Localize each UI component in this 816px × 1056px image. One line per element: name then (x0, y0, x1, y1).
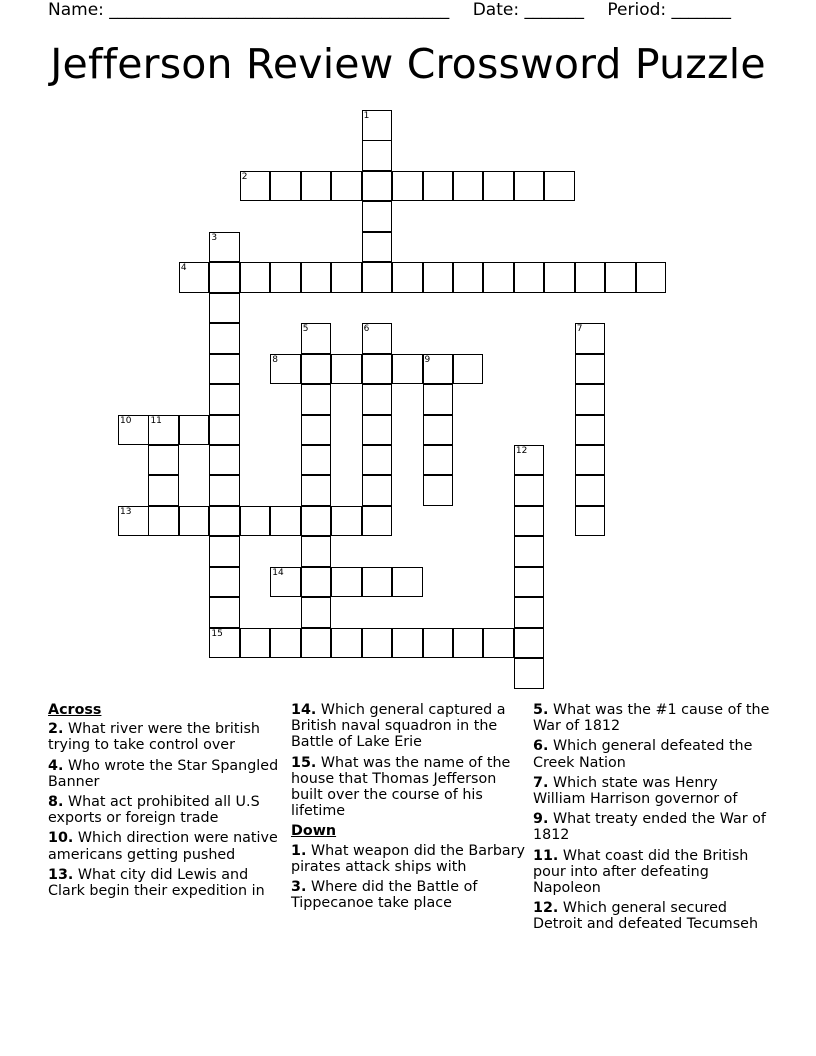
crossword-cell[interactable] (575, 354, 606, 385)
name-field-label: Name: ________________________________________ (48, 0, 450, 20)
clue-down-9: 9. What treaty ended the War of 1812 (533, 811, 766, 844)
crossword-cell[interactable] (331, 354, 362, 385)
clue-number: 8 (272, 354, 278, 365)
crossword-cell[interactable] (423, 171, 454, 202)
clue-number: 5 (302, 324, 309, 335)
crossword-cell[interactable] (575, 262, 606, 293)
crossword-cell[interactable] (362, 445, 393, 476)
crossword-cell[interactable] (392, 354, 423, 385)
clue-number: 6 (363, 324, 370, 335)
clue-across-14: 14. Which general captured a British naval squadron in the Battle of Lake Erie (291, 702, 506, 751)
clue-down-6: 6. Which general defeated the Creek Nation (533, 738, 753, 771)
clue-number: 13 (120, 506, 132, 517)
clue-across-10: 10. Which direction were native americans getting pushed (48, 830, 278, 863)
crossword-cell[interactable] (636, 262, 667, 293)
crossword-cell[interactable] (423, 415, 454, 446)
clue-down-11: 11. What coast did the British pour into after defeating Napoleon (533, 847, 749, 897)
clue-down-3: 3. Where did the Battle of Tippecanoe take place (291, 879, 478, 912)
crossword-cell[interactable] (362, 232, 393, 263)
crossword-cell[interactable] (270, 628, 301, 659)
clue-number: 9 (424, 354, 431, 365)
crossword-cell[interactable] (301, 475, 332, 506)
crossword-cell[interactable] (301, 567, 332, 598)
crossword-cell[interactable] (392, 628, 423, 659)
clue-down-7: 7. Which state was Henry William Harrison governor of (533, 774, 738, 808)
crossword-cell[interactable] (575, 475, 606, 506)
crossword-cell[interactable] (301, 445, 332, 476)
crossword-cell[interactable] (423, 262, 454, 293)
crossword-cell[interactable] (514, 475, 545, 506)
crossword-cell[interactable] (362, 628, 393, 659)
clue-down-5: 5. What was the #1 cause of the War of 1812 (533, 702, 770, 735)
clue-number: 11 (150, 415, 162, 426)
crossword-cell[interactable] (544, 262, 575, 293)
crossword-cell[interactable] (514, 171, 545, 202)
clue-number: 3 (211, 232, 218, 243)
crossword-cell[interactable] (209, 536, 240, 567)
clue-number: 14 (272, 567, 284, 578)
across-heading: Across (48, 702, 102, 718)
clue-number: 4 (180, 263, 187, 274)
crossword-cell[interactable] (240, 506, 271, 537)
clue-number: 12 (515, 445, 528, 456)
crossword-cell[interactable] (209, 475, 240, 506)
crossword-cell[interactable] (301, 628, 332, 659)
crossword-cell[interactable] (362, 567, 393, 598)
crossword-cell[interactable] (483, 262, 514, 293)
clue-down-1: 1. What weapon did the Barbary pirates attack ships with (291, 842, 526, 875)
crossword-cell[interactable] (514, 658, 545, 689)
crossword-cell[interactable] (392, 567, 423, 598)
crossword-cell[interactable] (331, 628, 362, 659)
crossword-cell[interactable] (362, 140, 393, 171)
crossword-cell[interactable] (209, 293, 240, 324)
crossword-cell[interactable] (575, 445, 606, 476)
crossword-cell[interactable] (575, 415, 606, 446)
crossword-cell[interactable] (514, 628, 545, 659)
period-field-label: Period: _______ (607, 0, 732, 20)
clue-across-13: 13. What city did Lewis and Clark begin their expedition in (48, 866, 265, 900)
crossword-cell[interactable] (331, 567, 362, 598)
crossword-cell[interactable] (362, 506, 393, 537)
crossword-cell[interactable] (209, 597, 240, 628)
crossword-cell[interactable] (453, 262, 484, 293)
crossword-cell[interactable] (331, 506, 362, 537)
crossword-cell[interactable] (179, 415, 210, 446)
crossword-cell[interactable] (514, 506, 545, 537)
crossword-cell[interactable] (423, 445, 454, 476)
crossword-cell[interactable] (240, 262, 271, 293)
crossword-cell[interactable] (301, 262, 332, 293)
crossword-cell[interactable] (179, 506, 210, 537)
date-field-label: Date: _______ (472, 0, 584, 20)
down-heading: Down (291, 823, 337, 840)
clue-across-2: 2. What river were the british trying to take control over (48, 721, 260, 754)
clue-across-8: 8. What act prohibited all U.S exports or foreign trade (48, 794, 260, 827)
crossword-cell[interactable] (514, 262, 545, 293)
crossword-cell[interactable] (362, 415, 393, 446)
crossword-cell[interactable] (270, 171, 301, 202)
page-title: Jefferson Review Crossword Puzzle (50, 40, 766, 88)
crossword-cell[interactable] (301, 597, 332, 628)
clue-number: 15 (211, 628, 223, 639)
crossword-cell[interactable] (544, 171, 575, 202)
crossword-cell[interactable] (331, 171, 362, 202)
crossword-cell[interactable] (423, 475, 454, 506)
crossword-cell[interactable] (331, 262, 362, 293)
crossword-cell[interactable] (148, 475, 179, 506)
crossword-cell[interactable] (483, 171, 514, 202)
crossword-cell[interactable] (362, 262, 393, 293)
crossword-cell[interactable] (453, 171, 484, 202)
crossword-cell[interactable] (575, 384, 606, 415)
crossword-cell[interactable] (148, 445, 179, 476)
crossword-cell[interactable] (270, 506, 301, 537)
crossword-cell[interactable] (209, 415, 240, 446)
crossword-cell[interactable] (301, 415, 332, 446)
crossword-cell[interactable] (362, 201, 393, 232)
crossword-cell[interactable] (514, 536, 545, 567)
crossword-cell[interactable] (575, 506, 606, 537)
clue-down-12: 12. Which general secured Detroit and defeated Tecumseh (533, 900, 759, 933)
clue-number: 2 (241, 171, 248, 182)
crossword-cell[interactable] (362, 475, 393, 506)
crossword-cell[interactable] (301, 506, 332, 537)
crossword-cell[interactable] (270, 262, 301, 293)
clues-column-3 (533, 702, 773, 937)
crossword-cell[interactable] (453, 628, 484, 659)
crossword-cell[interactable] (301, 536, 332, 567)
crossword-cell[interactable] (362, 171, 393, 202)
crossword-cell[interactable] (392, 171, 423, 202)
clue-across-15: 15. What was the name of the house that Thomas Jefferson built over the course of his lifetime (291, 754, 511, 820)
clues-column-1 (48, 702, 283, 903)
crossword-cell[interactable] (209, 445, 240, 476)
crossword-cell[interactable] (209, 384, 240, 415)
crossword-cell[interactable] (362, 384, 393, 415)
crossword-cell[interactable] (392, 262, 423, 293)
crossword-cell[interactable] (453, 354, 484, 385)
crossword-cell[interactable] (362, 354, 393, 385)
crossword-cell[interactable] (423, 628, 454, 659)
crossword-cell[interactable] (301, 384, 332, 415)
clue-number: 1 (363, 111, 370, 121)
crossword-cell[interactable] (209, 262, 240, 293)
crossword-cell[interactable] (514, 567, 545, 598)
crossword-cell[interactable] (209, 323, 240, 354)
clue-number: 10 (120, 415, 132, 426)
clue-number: 7 (576, 324, 583, 335)
crossword-cell[interactable] (209, 506, 240, 537)
clues-column-2 (291, 702, 526, 915)
crossword-cell[interactable] (209, 567, 240, 598)
crossword-cell[interactable] (514, 597, 545, 628)
crossword-cell[interactable] (605, 262, 636, 293)
crossword-cell[interactable] (301, 171, 332, 202)
crossword-cell[interactable] (209, 354, 240, 385)
crossword-cell[interactable] (148, 506, 179, 537)
crossword-cell[interactable] (301, 354, 332, 385)
crossword-cell[interactable] (240, 628, 271, 659)
clue-across-4: 4. Who wrote the Star Spangled Banner (48, 757, 279, 790)
crossword-cell[interactable] (423, 384, 454, 415)
crossword-cell[interactable] (483, 628, 514, 659)
